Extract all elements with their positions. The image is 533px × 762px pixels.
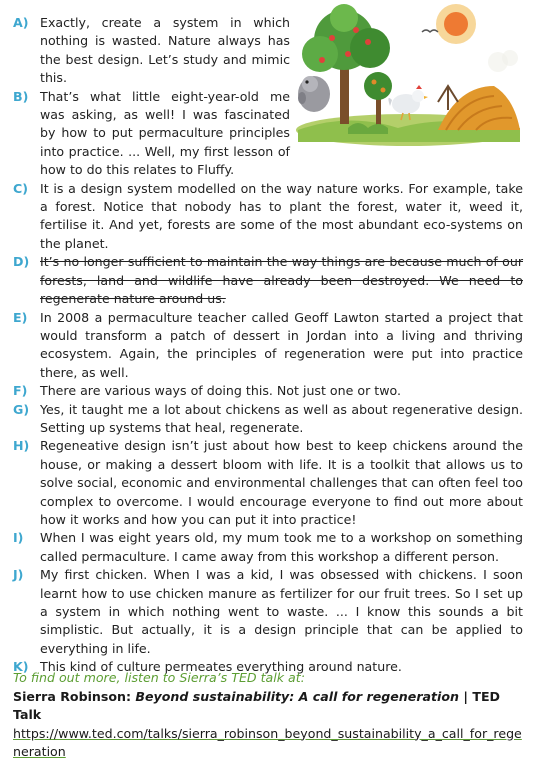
statement-list xyxy=(13,14,523,677)
item-letter: I) xyxy=(13,530,24,546)
item-text: Exactly, create a system in which nothing is wasted. Nature always has the best design. Let’s study and mimic this. xyxy=(40,15,290,86)
item-letter: H) xyxy=(13,438,30,454)
list-item xyxy=(13,180,523,254)
footer-lead: To find out more, listen to Sierra’s TED talk at: xyxy=(13,670,305,685)
list-item-example xyxy=(13,253,523,308)
item-text: It’s no longer sufficient to maintain the way things are because much of our forests, land and wildlife have already been destroyed. We need to regenerate nature around us. xyxy=(40,254,523,307)
item-letter: K) xyxy=(13,659,29,675)
item-text: This kind of culture permeates everything around nature. xyxy=(40,659,402,675)
item-text: Regeneative design isn’t just about how best to keep chickens around the house, or making a dessert bloom with life. It is a toolkit that allows us to solve social, economic and environmental challenges that can often feel too complex to overcome. I would encourage everyone to find out more about how it works and how you can put it into practice! xyxy=(40,438,523,527)
list-item xyxy=(13,401,523,438)
item-text: It is a design system modelled on the way nature works. For example, take a forest. Notice that nobody has to plant the forest, water it, weed it, fertilise it. And yet, forests are some of the most abundant eco-systems on the planet. xyxy=(40,180,523,251)
list-item xyxy=(13,529,523,566)
list-item xyxy=(13,437,523,529)
item-letter: J) xyxy=(13,567,24,583)
item-letter: D) xyxy=(13,254,30,270)
source-footer xyxy=(13,669,523,762)
talk-suffix: | TED Talk xyxy=(13,688,501,722)
item-letter: F) xyxy=(13,383,28,399)
list-item xyxy=(13,382,523,400)
item-letter: C) xyxy=(13,180,28,196)
item-text: Yes, it taught me a lot about chickens as well as about regenerative design. Setting up systems that heal, regenerate. xyxy=(40,401,523,435)
list-item xyxy=(13,88,290,180)
item-text: There are various ways of doing this. Not just one or two. xyxy=(40,383,401,399)
item-letter: G) xyxy=(13,401,30,417)
list-item xyxy=(13,14,290,88)
talk-url-link[interactable]: https://www.ted.com/talks/sierra_robinson_beyond_sustainability_a_call_for_regeneration xyxy=(13,725,522,759)
list-item xyxy=(13,309,523,383)
item-text: My first chicken. When I was a kid, I was obsessed with chickens. I soon learnt how to use chicken manure as fertilizer for our fruit trees. So I set up a system in which nothing went to waste. ... I know this sounds a bit simplistic. But actually, it is a design principle that can be applied to everything in life. xyxy=(40,567,523,656)
speaker-name: Sierra Robinson: xyxy=(13,688,132,704)
item-letter: B) xyxy=(13,88,29,104)
talk-source xyxy=(13,688,523,725)
item-letter: E) xyxy=(13,309,28,325)
item-text: That’s what little eight-year-old me was asking, as well! I was fascinated by how to put permaculture principles into practice. ... Well, my first lesson of how to do this relates to Fluffy. xyxy=(40,88,290,178)
item-letter: A) xyxy=(13,15,29,30)
item-text: In 2008 a permaculture teacher called Geoff Lawton started a project that would transform a patch of dessert in Jordan into a living and thriving ecosystem. Again, the principles of regeneration were put into practice there, as well. xyxy=(40,309,523,380)
item-text: When I was eight years old, my mum took me to a workshop on something called permaculture. I came away from this workshop a different person. xyxy=(40,530,523,564)
talk-title: Beyond sustainability: A call for regeneration xyxy=(135,688,459,704)
list-item xyxy=(13,566,523,658)
